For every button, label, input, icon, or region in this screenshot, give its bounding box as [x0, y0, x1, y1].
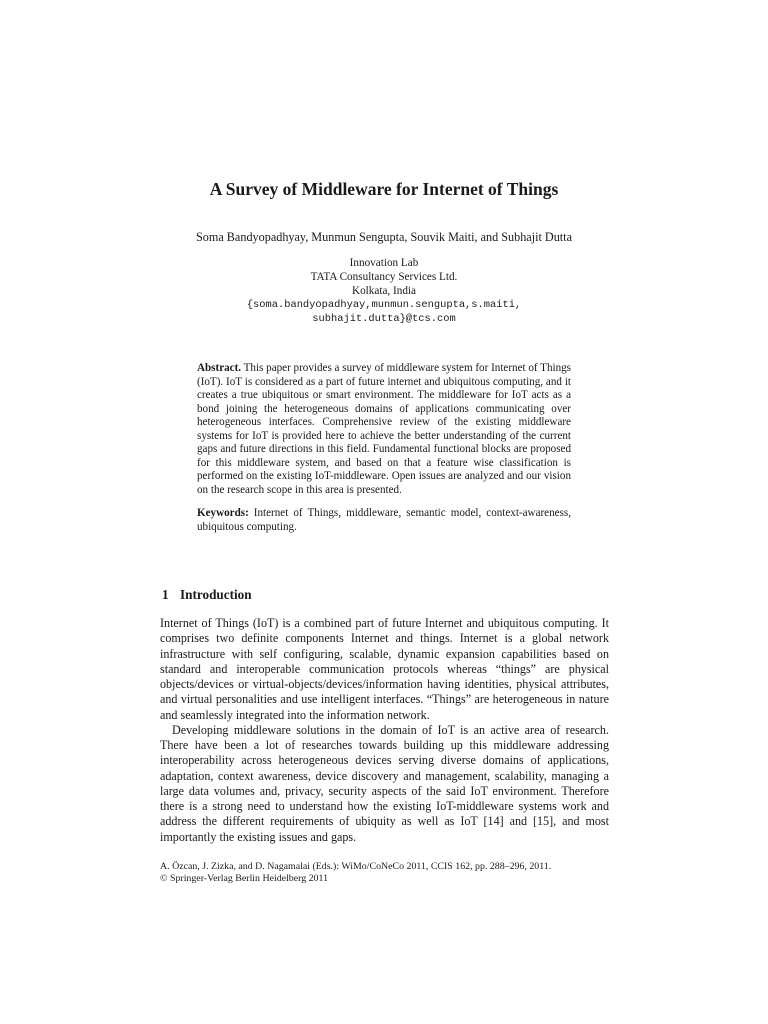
section-title: Introduction [180, 587, 252, 602]
affiliation-city: Kolkata, India [352, 285, 416, 297]
affiliation-org: TATA Consultancy Services Ltd. [310, 271, 458, 283]
body-paragraph-1: Internet of Things (IoT) is a combined part of future Internet and ubiquitous computing. It comprises two definite components Internet and things. Internet is a global network infrastructure with self configuring, scalable, dynamic expansion capabilities based on standard and interoperable communication protocols whereas “things” are physical objects/devices or virtual-objects/devices/information having identities, physical attributes, and virtual personalities and use intelligent interfaces. “Things” are heterogeneous in nature and seamlessly integrated into the information network. [160, 616, 609, 722]
footer-copyright: © Springer-Verlag Berlin Heidelberg 2011 [160, 873, 329, 885]
keywords-text: Internet of Things, middleware, semantic model, context-awareness, ubiquitous computing. [197, 507, 571, 534]
body-paragraph-2: Developing middleware solutions in the domain of IoT is an active area of research. There have been a lot of researches towards building up this middleware addressing interoperability across heterogeneous devices serving diverse domains of applications, adaptation, context awareness, device discovery and management, scalability, managing a large data volumes and, privacy, security aspects of the said IoT environment. Therefore there is a strong need to understand how the existing IoT-middleware systems work and address the different requirements of ubiquity as well as IoT [14] and [15], and most importantly the existing issues and gaps. [160, 722, 609, 844]
affiliation-block [0, 256, 768, 326]
section-heading [162, 586, 252, 603]
author-list: Soma Bandyopadhyay, Munmun Sengupta, Souvik Maiti, and Subhajit Dutta [196, 230, 572, 244]
keywords-paragraph [197, 507, 571, 534]
abstract-paragraph [197, 362, 571, 497]
keywords-label: Keywords: [197, 507, 249, 520]
paper-title: A Survey of Middleware for Internet of Things [209, 179, 559, 199]
author-emails-line-2: subhajit.dutta}@tcs.com [312, 313, 456, 325]
abstract-block [197, 362, 571, 535]
abstract-label: Abstract. [197, 362, 242, 374]
section-body [160, 616, 609, 845]
author-emails-line-1: {soma.bandyopadhyay,munmun.sengupta,s.maiti, [246, 299, 522, 311]
abstract-text: This paper provides a survey of middleware system for Internet of Things (IoT). IoT is considered as a part of future internet and ubiquitous computing, and it creates a true ubiquitous or smart environment. The middleware for IoT acts as a bond joining the heterogeneous domains of applications communicating over heterogeneous interfaces. Comprehensive review of the existing middleware systems for IoT is provided here to achieve the better understanding of the current gaps and future directions in this field. Fundamental functional blocks are proposed for this middleware system, and based on that a feature wise classification is performed on the existing IoT-middleware. Open issues are analyzed and our vision on the research scope in this area is presented. [197, 362, 571, 496]
section-number: 1 [162, 587, 169, 602]
footer-citation: A. Özcan, J. Zizka, and D. Nagamalai (Eds.): WiMo/CoNeCo 2011, CCIS 162, pp. 288–296, 2011. [160, 861, 552, 872]
affiliation-lab: Innovation Lab [349, 257, 419, 269]
page-footer [160, 861, 609, 885]
